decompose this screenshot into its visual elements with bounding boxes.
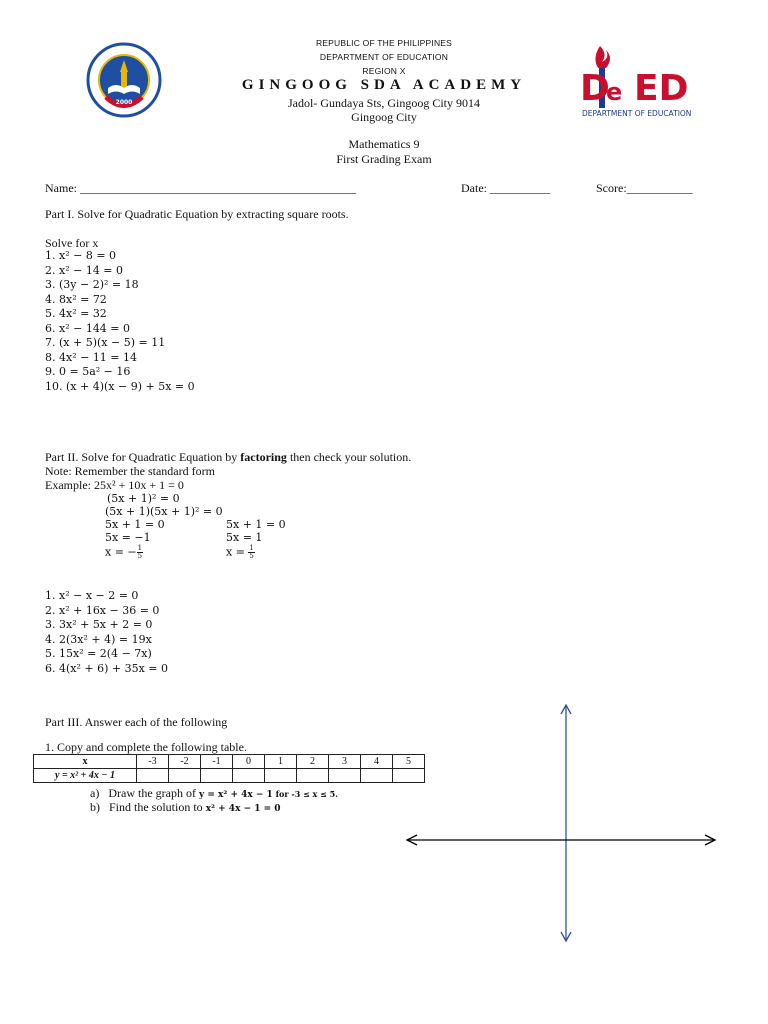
part2-title [45, 450, 411, 465]
table-cell-y-blank[interactable] [361, 769, 393, 783]
part2-item: 4. 2(3x² + 4) = 19x [45, 632, 152, 646]
part1-item: 6. x² − 144 = 0 [45, 321, 131, 335]
part2-item: 5. 15x² = 2(4 − 7x) [45, 647, 152, 660]
table-cell-x: 3 [329, 755, 361, 769]
table-header-y: y = x² + 4x − 1 [34, 769, 137, 783]
table-cell-x: 5 [393, 755, 425, 769]
part2-question-list [45, 589, 168, 676]
example-step-4a: 5x = −1 [105, 531, 151, 544]
table-cell-y-blank[interactable] [201, 769, 233, 783]
part1-item: 3. (3y − 2)² = 18 [45, 278, 139, 291]
fraction-numerator: 1 [137, 544, 143, 552]
part2-item: 1. x² − x − 2 = 0 [45, 589, 139, 602]
part3-a-math: y = x² + 4x − 1 [198, 790, 273, 800]
part1-item: 2. x² − 14 = 0 [45, 263, 124, 277]
example-step-4b: 5x = 1 [226, 531, 263, 544]
example-step-5a-text: x = − [105, 545, 137, 559]
part3-subquestion-a [90, 786, 338, 801]
values-table [33, 754, 425, 783]
table-row [34, 769, 425, 783]
table-cell-x: 0 [233, 755, 265, 769]
table-cell-y-blank[interactable] [233, 769, 265, 783]
part3-b-math: x² + 4x − 1 = 0 [205, 804, 281, 814]
table-cell-y-blank[interactable] [137, 769, 169, 783]
table-cell-x: -2 [169, 755, 201, 769]
part3-b-text: Find the solution to [109, 800, 206, 814]
part1-item: 9. 0 = 5a² − 16 [45, 365, 131, 378]
fraction [248, 545, 254, 560]
school-city: Gingoog City [351, 110, 417, 124]
table-cell-x: 4 [361, 755, 393, 769]
part1-item: 10. (x + 4)(x − 9) + 5x = 0 [45, 379, 195, 393]
table-cell-x: 1 [265, 755, 297, 769]
example-step-3a: 5x + 1 = 0 [105, 518, 165, 531]
part1-item: 4. 8x² = 72 [45, 292, 107, 306]
date-field: Date: __________ [461, 181, 550, 195]
part3-subquestion-b [90, 800, 281, 815]
score-field: Score:___________ [596, 181, 693, 195]
example-step-1: (5x + 1)² = 0 [107, 492, 180, 505]
header-department: DEPARTMENT OF EDUCATION [319, 52, 449, 62]
part2-example-label: Example: 25x² + 10x + 1 = 0 [45, 478, 184, 492]
deped-logo [578, 44, 706, 122]
svg-text:D: D [580, 68, 610, 109]
example-step-5a [105, 545, 143, 560]
part1-instruction: Solve for x [45, 236, 99, 250]
part2-title-bold: factoring [240, 450, 287, 464]
part1-item: 8. 4x² − 11 = 14 [45, 350, 138, 364]
part1-item: 5. 4x² = 32 [45, 307, 107, 320]
part3-a-range: for -3 ≤ x ≤ 5. [272, 789, 338, 799]
fraction-denominator: 5 [249, 552, 254, 560]
coordinate-axes [400, 700, 720, 948]
part3-a-label: a) [90, 786, 100, 800]
table-cell-y-blank[interactable] [297, 769, 329, 783]
name-field: Name: ______________________________________________ [45, 181, 356, 195]
part1-item: 1. x² − 8 = 0 [45, 249, 117, 262]
svg-text:ED: ED [634, 68, 689, 109]
table-cell-x: -3 [137, 755, 169, 769]
part2-item: 3. 3x² + 5x + 2 = 0 [45, 618, 153, 631]
part3-title: Part III. Answer each of the following [45, 715, 228, 729]
table-cell-y-blank[interactable] [329, 769, 361, 783]
table-cell-x: 2 [297, 755, 329, 769]
part2-title-pre: Part II. Solve for Quadratic Equation by [45, 450, 241, 464]
svg-text:e: e [606, 78, 623, 106]
part2-title-post: then check your solution. [286, 450, 412, 464]
part2-item: 2. x² + 16x − 36 = 0 [45, 603, 160, 617]
fraction-denominator: 5 [137, 552, 143, 560]
fraction [137, 545, 143, 560]
table-row [34, 755, 425, 769]
part1-item: 7. (x + 5)(x − 5) = 11 [45, 336, 166, 349]
school-name: GINGOOG SDA ACADEMY [241, 77, 527, 93]
part1-question-list [45, 249, 195, 394]
table-cell-y-blank[interactable] [265, 769, 297, 783]
part3-a-text: Draw the graph of [108, 786, 199, 800]
example-step-5b [226, 545, 255, 560]
part1-title: Part I. Solve for Quadratic Equation by extracting square roots. [45, 207, 349, 221]
table-cell-y-blank[interactable] [169, 769, 201, 783]
table-header-x: x [34, 755, 137, 769]
part2-item: 6. 4(x² + 6) + 35x = 0 [45, 661, 169, 675]
subject-title: Mathematics 9 [348, 137, 420, 151]
school-seal-logo [86, 42, 162, 118]
header-republic: REPUBLIC OF THE PHILIPPINES [315, 38, 453, 48]
exam-title: First Grading Exam [336, 152, 432, 166]
part3-b-label: b) [90, 800, 100, 814]
table-cell-x: -1 [201, 755, 233, 769]
part2-note: Note: Remember the standard form [45, 464, 215, 478]
deped-logo-subtitle: DEPARTMENT OF EDUCATION [582, 109, 692, 118]
example-step-5b-text: x = [226, 545, 245, 559]
header-region: REGION X [362, 66, 406, 76]
fraction-numerator: 1 [249, 544, 254, 552]
example-step-3b: 5x + 1 = 0 [226, 518, 286, 531]
example-step-2: (5x + 1)(5x + 1)² = 0 [105, 505, 223, 518]
part3-question-1: 1. Copy and complete the following table. [45, 740, 247, 754]
school-address: Jadol- Gundaya Sts, Gingoog City 9014 [288, 96, 480, 110]
school-seal-year: 2000 [115, 99, 133, 106]
